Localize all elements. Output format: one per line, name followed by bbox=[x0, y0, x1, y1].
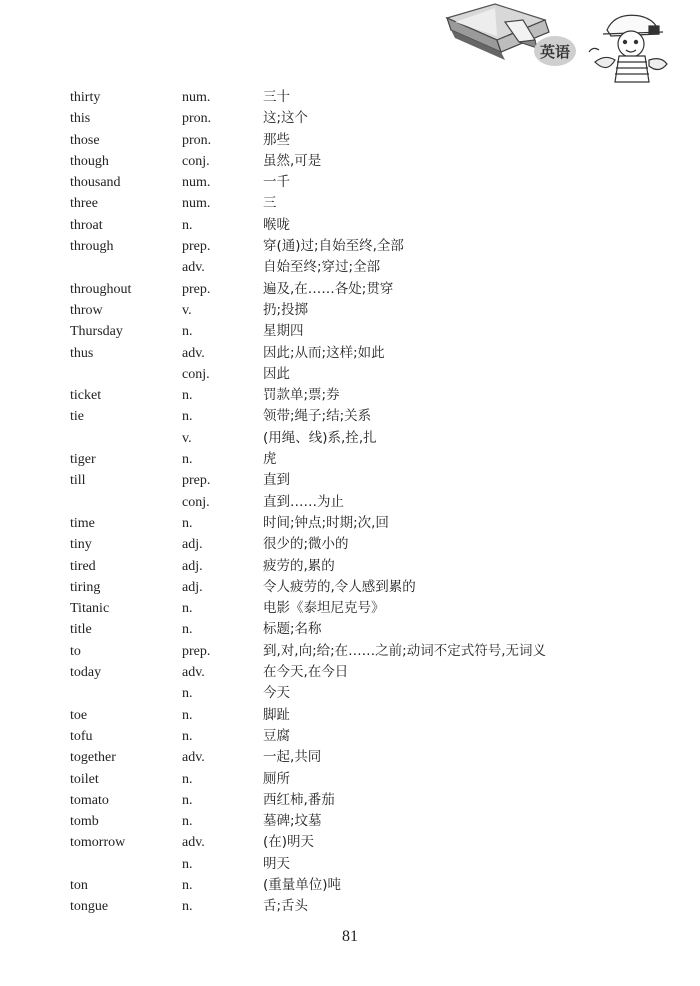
vocab-row bbox=[70, 215, 670, 236]
vocab-row bbox=[70, 832, 670, 853]
vocab-pos: num. bbox=[182, 196, 211, 212]
vocab-meaning: 那些 bbox=[263, 131, 290, 148]
vocab-meaning: 一起,共同 bbox=[263, 749, 322, 766]
vocab-pos: num. bbox=[182, 175, 211, 191]
vocab-word: this bbox=[70, 111, 91, 127]
vocab-meaning: 三 bbox=[263, 195, 277, 212]
vocab-row bbox=[70, 705, 670, 726]
vocab-pos: n. bbox=[182, 856, 193, 872]
vocab-meaning: 厕所 bbox=[263, 770, 290, 787]
vocab-meaning: 墓碑;坟墓 bbox=[263, 813, 322, 830]
vocab-meaning: 直到……为止 bbox=[263, 493, 344, 510]
vocab-meaning: 令人疲劳的,令人感到累的 bbox=[263, 578, 416, 595]
vocab-pos: conj. bbox=[182, 366, 210, 382]
vocab-meaning: (重量单位)吨 bbox=[263, 876, 342, 893]
vocab-pos: n. bbox=[182, 217, 193, 233]
vocab-meaning: 这;这个 bbox=[263, 110, 309, 127]
vocab-word: ton bbox=[70, 877, 88, 893]
vocab-word: tongue bbox=[70, 899, 109, 915]
vocab-row bbox=[70, 875, 670, 896]
vocab-word: tiger bbox=[70, 452, 96, 468]
vocab-row bbox=[70, 492, 670, 513]
vocab-meaning: 虽然,可是 bbox=[263, 152, 322, 169]
vocab-meaning: 因此;从而;这样;如此 bbox=[263, 344, 385, 361]
vocab-word: though bbox=[70, 153, 109, 169]
vocab-row bbox=[70, 896, 670, 917]
vocab-meaning: 三十 bbox=[263, 89, 290, 105]
vocab-word: time bbox=[70, 515, 95, 531]
vocab-row bbox=[70, 556, 670, 577]
vocab-pos: conj. bbox=[182, 494, 210, 510]
vocab-word: tomorrow bbox=[70, 835, 126, 851]
cartoon-kid-icon bbox=[589, 15, 667, 82]
vocab-word: tomb bbox=[70, 814, 99, 830]
vocab-word: Titanic bbox=[70, 601, 110, 617]
vocab-row bbox=[70, 300, 670, 321]
vocab-word: tofu bbox=[70, 728, 93, 744]
vocab-pos: n. bbox=[182, 877, 193, 893]
vocab-row bbox=[70, 343, 670, 364]
vocab-pos: n. bbox=[182, 728, 193, 744]
page-number: 81 bbox=[342, 928, 358, 945]
vocab-pos: adv. bbox=[182, 345, 205, 361]
english-badge bbox=[534, 36, 576, 66]
vocab-word: thousand bbox=[70, 175, 121, 191]
header-illustration bbox=[435, 0, 700, 85]
vocab-pos: pron. bbox=[182, 111, 212, 127]
vocab-meaning: 脚趾 bbox=[263, 706, 290, 723]
vocab-row bbox=[70, 747, 670, 768]
vocab-pos: n. bbox=[182, 686, 193, 702]
vocab-meaning: 喉咙 bbox=[263, 216, 290, 233]
vocab-meaning: 虎 bbox=[263, 451, 277, 468]
vocab-word: three bbox=[70, 196, 98, 212]
vocab-pos: conj. bbox=[182, 153, 210, 169]
vocab-word: today bbox=[70, 665, 102, 681]
vocab-meaning: 扔;投掷 bbox=[263, 301, 309, 318]
vocabulary-list bbox=[70, 87, 670, 918]
vocab-row bbox=[70, 193, 670, 214]
vocab-pos: adv. bbox=[182, 665, 205, 681]
vocab-row bbox=[70, 428, 670, 449]
vocab-pos: adv. bbox=[182, 750, 205, 766]
vocab-meaning: (用绳、线)系,拴,扎 bbox=[263, 429, 377, 446]
vocab-pos: n. bbox=[182, 515, 193, 531]
vocab-row bbox=[70, 236, 670, 257]
vocab-pos: n. bbox=[182, 452, 193, 468]
vocab-pos: n. bbox=[182, 814, 193, 830]
vocab-meaning: 西红柿,番茄 bbox=[263, 791, 335, 808]
vocab-row bbox=[70, 513, 670, 534]
vocab-meaning: 标题;名称 bbox=[263, 621, 322, 638]
vocab-pos: adj. bbox=[182, 537, 203, 553]
vocab-word: throat bbox=[70, 217, 103, 233]
vocab-meaning: 直到 bbox=[263, 472, 290, 489]
vocab-pos: n. bbox=[182, 899, 193, 915]
vocab-row bbox=[70, 130, 670, 151]
vocab-meaning: 豆腐 bbox=[263, 727, 290, 744]
vocab-row bbox=[70, 108, 670, 129]
vocab-pos: prep. bbox=[182, 239, 211, 255]
vocab-word: ticket bbox=[70, 388, 102, 404]
vocab-word: tie bbox=[70, 409, 84, 425]
vocab-pos: prep. bbox=[182, 281, 211, 297]
vocab-row bbox=[70, 790, 670, 811]
vocab-pos: adv. bbox=[182, 260, 205, 276]
vocab-word: till bbox=[70, 473, 86, 489]
vocab-pos: n. bbox=[182, 324, 193, 340]
vocab-meaning: 一千 bbox=[263, 174, 290, 191]
vocab-word: those bbox=[70, 132, 100, 148]
vocab-pos: n. bbox=[182, 707, 193, 723]
vocab-row bbox=[70, 449, 670, 470]
vocab-pos: prep. bbox=[182, 473, 211, 489]
vocab-word: thirty bbox=[70, 90, 101, 105]
vocab-row bbox=[70, 769, 670, 790]
vocab-pos: n. bbox=[182, 792, 193, 808]
vocab-row bbox=[70, 364, 670, 385]
vocab-row bbox=[70, 534, 670, 555]
vocab-pos: n. bbox=[182, 622, 193, 638]
vocab-row bbox=[70, 577, 670, 598]
vocab-pos: n. bbox=[182, 771, 193, 787]
vocab-meaning: 电影《泰坦尼克号》 bbox=[263, 600, 385, 617]
vocab-word: throw bbox=[70, 302, 103, 318]
vocab-pos: n. bbox=[182, 388, 193, 404]
vocab-meaning: 在今天,在今日 bbox=[263, 664, 349, 681]
vocab-meaning: 明天 bbox=[263, 855, 290, 872]
vocab-meaning: 时间;钟点;时期;次,回 bbox=[263, 514, 389, 531]
vocab-row bbox=[70, 279, 670, 300]
vocab-row bbox=[70, 321, 670, 342]
vocab-pos: adj. bbox=[182, 579, 203, 595]
vocab-row bbox=[70, 662, 670, 683]
vocab-word: tiny bbox=[70, 537, 92, 553]
vocab-pos: v. bbox=[182, 302, 192, 318]
vocab-meaning: 舌;舌头 bbox=[263, 898, 309, 915]
vocab-row bbox=[70, 726, 670, 747]
vocab-row bbox=[70, 619, 670, 640]
vocab-word: toe bbox=[70, 707, 88, 723]
vocab-row bbox=[70, 811, 670, 832]
vocab-pos: adj. bbox=[182, 558, 203, 574]
vocab-meaning: 到,对,向;给;在……之前;动词不定式符号,无词义 bbox=[263, 642, 547, 659]
vocab-meaning: 遍及,在……各处;贯穿 bbox=[263, 280, 394, 297]
vocab-meaning: 领带;绳子;结;关系 bbox=[263, 408, 372, 425]
vocab-row bbox=[70, 87, 670, 108]
vocab-meaning: 穿(通)过;自始至终,全部 bbox=[263, 238, 404, 255]
vocab-word: tomato bbox=[70, 792, 109, 808]
vocab-pos: prep. bbox=[182, 643, 211, 659]
vocab-row bbox=[70, 854, 670, 875]
vocab-meaning: 自始至终;穿过;全部 bbox=[263, 259, 381, 276]
vocab-pos: adv. bbox=[182, 835, 205, 851]
svg-text:英语: 英语 bbox=[539, 43, 571, 61]
open-book-icon bbox=[447, 4, 549, 60]
vocab-meaning: 今天 bbox=[263, 685, 290, 702]
vocab-meaning: 罚款单;票;券 bbox=[263, 387, 340, 404]
vocab-row bbox=[70, 470, 670, 491]
vocab-word: toilet bbox=[70, 771, 99, 787]
vocab-word: to bbox=[70, 643, 81, 659]
vocab-meaning: 疲劳的,累的 bbox=[263, 557, 335, 574]
vocab-word: Thursday bbox=[70, 324, 123, 340]
vocab-row bbox=[70, 641, 670, 662]
vocab-row bbox=[70, 406, 670, 427]
vocab-pos: n. bbox=[182, 601, 193, 617]
vocab-row bbox=[70, 172, 670, 193]
vocab-pos: pron. bbox=[182, 132, 212, 148]
vocab-meaning: 因此 bbox=[263, 365, 290, 382]
vocab-word: together bbox=[70, 750, 116, 766]
vocab-word: thus bbox=[70, 345, 94, 361]
vocab-meaning: 星期四 bbox=[263, 323, 304, 340]
vocab-word: tiring bbox=[70, 579, 101, 595]
vocab-row bbox=[70, 257, 670, 278]
vocab-word: title bbox=[70, 622, 92, 638]
vocab-meaning: 很少的;微小的 bbox=[263, 536, 349, 553]
vocab-pos: num. bbox=[182, 90, 211, 105]
vocab-pos: n. bbox=[182, 409, 193, 425]
vocab-word: through bbox=[70, 239, 114, 255]
vocab-word: throughout bbox=[70, 281, 132, 297]
vocab-row bbox=[70, 683, 670, 704]
vocab-row bbox=[70, 385, 670, 406]
vocab-word: tired bbox=[70, 558, 96, 574]
vocab-pos: v. bbox=[182, 430, 192, 446]
vocab-row bbox=[70, 151, 670, 172]
vocab-meaning: (在)明天 bbox=[263, 834, 315, 851]
vocab-row bbox=[70, 598, 670, 619]
